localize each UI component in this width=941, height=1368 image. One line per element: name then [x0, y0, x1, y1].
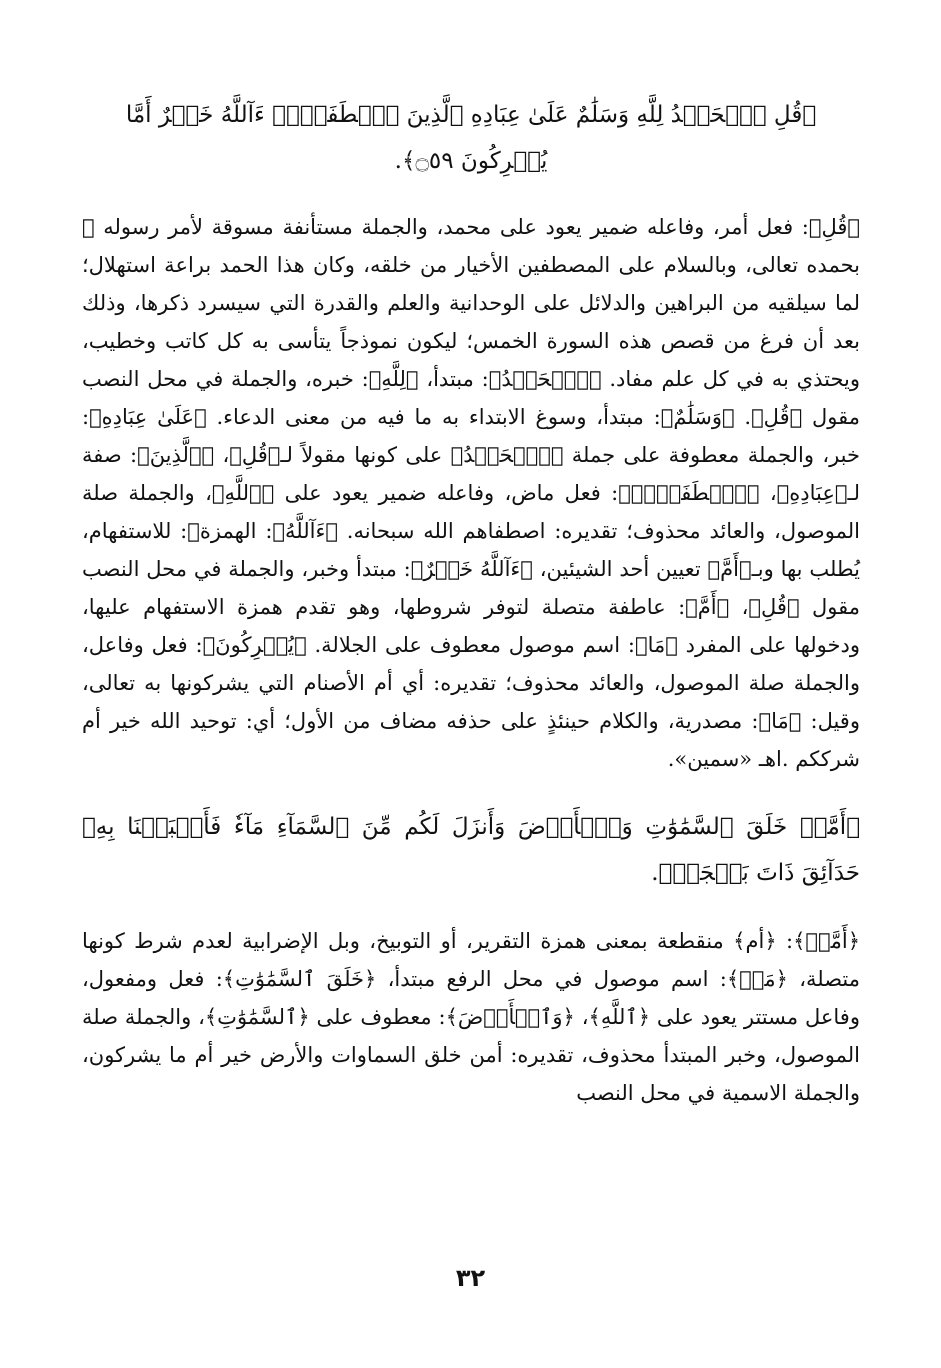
- page-number: ٣٢: [455, 1264, 486, 1292]
- spacer: [82, 778, 860, 804]
- quran-verse-2: ﴿أَمَّنۡ خَلَقَ ٱلسَّمَٰوَٰتِ وَٱلۡأَرۡضَ وَأَنزَلَ لَكُم مِّنَ ٱلسَّمَآءِ مَآءٗ فَأَنۢبَتۡنَا بِهِۦ حَدَآئِقَ ذَاتَ بَهۡجَةٖ﴾.: [82, 814, 860, 886]
- commentary-paragraph-1: ﴿قُلِ﴾: فعل أمر، وفاعله ضمير يعود على محمد، والجملة مستأنفة مسوقة لأمر رسوله ﷺ بحمده تعالى، وبالسلام على المصطفين الأخيار من خلقه، وكان هذا الحمد براعة استهلال؛ لما سيلقيه من البراهين والدلائل على الوحدانية والعلم والقدرة التي سيسرد ذكرها، وذلك بعد أن فرغ من قصص هذه السورة الخمس؛ ليكون نموذجاً يتأسى به كل كاتب وخطيب، ويحتذي به في كل علم مفاد. ﴿ٱلۡحَمۡدُ﴾: مبتدأ، ﴿لِلَّهِ﴾: خبره، والجملة في محل النصب مقول ﴿قُلِ﴾. ﴿وَسَلَٰمٌ﴾: مبتدأ، وسوغ الابتداء به ما فيه من معنى الدعاء. ﴿عَلَىٰ عِبَادِهِ﴾: خبر، والجملة معطوفة على جملة ﴿ٱلۡحَمۡدُ﴾ على كونها مقولاً لـ﴿قُلِ﴾، ﴿ٱلَّذِينَ﴾: صفة لـ﴿عِبَادِهِ﴾، ﴿ٱصۡطَفَىٰٓۗ﴾: فعل ماض، وفاعله ضمير يعود على ﴿ٱللَّهِ﴾، والجملة صلة الموصول، والعائد محذوف؛ تقديره: اصطفاهم الله سبحانه. ﴿ءَآللَّهُ﴾: الهمزة﴾: للاستفهام، يُطلب بها وبـ﴿أَمَّ﴾ تعيين أحد الشيئين، ﴿ءَآللَّهُ خَيۡرٌ﴾: مبتدأ وخبر، والجملة في محل النصب مقول ﴿قُلِ﴾، ﴿أَمَّ﴾: عاطفة متصلة لتوفر شروطها، وهو تقدم همزة الاستفهام عليها، ودخولها على المفرد ﴿مَا﴾: اسم موصول معطوف على الجلالة. ﴿يُشۡرِكُونَ﴾: فعل وفاعل، والجملة صلة الموصول، والعائد محذوف؛ تقديره: أي أم الأصنام التي يشركونها به تعالى، وقيل: ﴿مَا﴾: مصدرية، والكلام حينئذٍ على حذفه مضاف من الأول؛ أي: توحيد الله خير أم شرككم .اهـ «سمين».: [82, 215, 860, 771]
- quran-verse-1: ﴿قُلِ ٱلۡحَمۡدُ لِلَّهِ وَسَلَٰمٌ عَلَىٰ عِبَادِهِ ٱلَّذِينَ ٱصۡطَفَىٰٓۗ ءَآللَّهُ خَيۡرٌ أَمَّا يُشۡرِكُونَ ۝٥٩﴾.: [125, 102, 817, 174]
- page-body: [82, 92, 860, 1112]
- commentary-paragraph-2: ﴿أَمَّنۡ﴾: ﴿أم﴾ منقطعة بمعنى همزة التقرير، أو التوبيخ، وبل الإضرابية لعدم شرط كونها متصلة، ﴿مَنۡ﴾: اسم موصول في محل الرفع مبتدأ، ﴿خَلَقَ ٱلسَّمَٰوَٰتِ﴾: فعل ومفعول، وفاعل مستتر يعود على ﴿ٱللَّهِ﴾، ﴿وَٱلۡأَرۡضَ﴾: معطوف على ﴿ٱلسَّمَٰوَٰتِ﴾، والجملة صلة الموصول، وخبر المبتدأ محذوف، تقديره: أمن خلق السماوات والأرض خير أم ما يشركون، والجملة الاسمية في محل النصب: [82, 929, 860, 1105]
- spacer: [82, 896, 860, 922]
- spacer: [82, 184, 860, 208]
